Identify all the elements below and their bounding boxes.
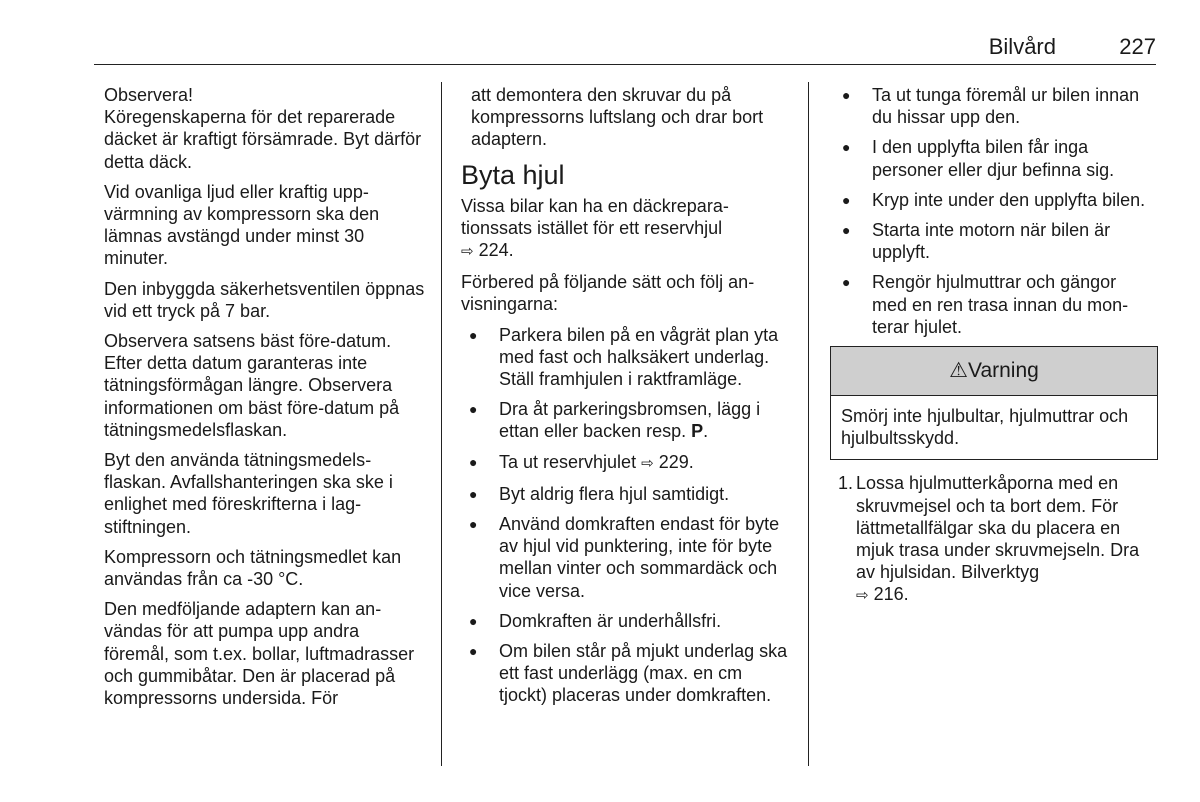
page-number: 227 (1119, 34, 1156, 59)
column-divider (441, 82, 442, 766)
intro-text: Vissa bilar kan ha en däckreparationssats istället för ett reservhjul (461, 195, 729, 238)
note-text: Köregenskaperna för det reparerade däcket är kraftigt försämrade. Byt därför detta däck. (104, 107, 422, 172)
warning-text: Smörj inte hjulbultar, hjulmuttrar och hjulbultsskydd. (841, 406, 1129, 449)
column-divider (808, 82, 809, 766)
note-title: Observera! (104, 85, 194, 105)
section-heading: Byta hjul (461, 159, 565, 190)
column-right (834, 84, 1156, 608)
list-item (461, 398, 791, 442)
bullet-list (834, 84, 1156, 338)
page-ref-icon: ⇨ (641, 454, 654, 472)
column-middle (461, 84, 791, 715)
list-item: ● Domkraften är underhållsfri. (461, 610, 791, 632)
list-item (461, 451, 791, 475)
page-ref[interactable]: 229. (658, 451, 694, 472)
list-item-text: . (703, 421, 709, 442)
paragraph: att demontera den skruvar du på kompressorns luftslang och drar bort adaptern. (471, 85, 764, 150)
list-item: ● Kryp inte under den upplyfta bilen. (834, 189, 1156, 211)
list-item-text: Ta ut reservhjulet (499, 451, 637, 472)
page-ref[interactable]: 224. (478, 240, 514, 261)
warning-box (830, 346, 1158, 460)
list-item (834, 472, 1156, 607)
list-item: ● Starta inte motorn när bilen är upplyft. (834, 219, 1156, 263)
paragraph: Observera satsens bäst före-datum. Efter detta datum garanteras inte tätningsförmågan längre. Observera informationen om bäst före-datum på tätningsmedelsflaskan. (104, 331, 400, 440)
paragraph (461, 195, 791, 264)
paragraph: Vid ovanliga ljud eller kraftig uppvärmning av kompressorn ska den lämnas avstängd under minst 30 minuter. (104, 181, 380, 269)
page-ref[interactable]: 216. (873, 584, 909, 605)
section-title: Bilvård (988, 34, 1056, 59)
paragraph: Den medföljande adaptern kan användas för att pumpa upp andra föremål, som t.ex. bollar, luftmadrasser och gummibåtar. Den är placerad på kompressorns undersida. För (104, 599, 415, 709)
page-header (94, 30, 1156, 65)
warning-icon: ⚠ (949, 359, 968, 383)
step-number: 1. (838, 473, 854, 494)
list-item: ● Använd domkraften endast för byte av hjul vid punktering, inte för byte mellan vinter och sommardäck och vice versa. (461, 513, 791, 602)
list-item: ● Om bilen står på mjukt underlag ska ett fast underlägg (max. en cm tjockt) placeras under domkraften. (461, 640, 791, 707)
paragraph: Kompressorn och tätningsmedlet kan användas från ca -30 °C. (104, 546, 402, 590)
list-item: ● Byt aldrig flera hjul samtidigt. (461, 483, 791, 505)
list-item-text: Dra åt parkeringsbromsen, lägg i ettan eller backen resp. (499, 399, 761, 442)
column-left (104, 84, 426, 717)
gear-p-label: P (691, 421, 704, 442)
page-ref-icon: ⇨ (461, 243, 474, 261)
bullet-list (461, 324, 791, 707)
list-item: ● Ta ut tunga föremål ur bilen innan du hissar upp den. (834, 84, 1156, 128)
list-item: ● Parkera bilen på en vågrät plan yta med fast och halksäkert underlag. Ställ framhjulen i raktframläge. (461, 324, 791, 391)
warning-header (831, 347, 1157, 396)
note-block (104, 84, 426, 173)
warning-title: Varning (968, 359, 1039, 383)
paragraph: Den inbyggda säkerhetsventilen öppnas vid ett tryck på 7 bar. (104, 278, 425, 321)
numbered-list (834, 472, 1156, 607)
paragraph: Byt den använda tätningsmedelsflaskan. Avfallshanteringen ska ske i enlighet med föreskrifterna i lagstiftningen. (104, 450, 393, 537)
list-item: ● Rengör hjulmuttrar och gängor med en ren trasa innan du monterar hjulet. (834, 271, 1156, 338)
list-item: ● I den upplyfta bilen får inga personer eller djur befinna sig. (834, 136, 1156, 180)
paragraph: Förbered på följande sätt och följ anvisningarna: (461, 272, 755, 315)
step-text: Lossa hjulmutterkåporna med en skruvmejsel och ta bort dem. För lättmetallfälgar ska du placera en mjuk trasa under skruvmejseln. Dra av hjulsidan. Bilverktyg (856, 473, 1140, 583)
page-ref-icon: ⇨ (856, 587, 869, 605)
